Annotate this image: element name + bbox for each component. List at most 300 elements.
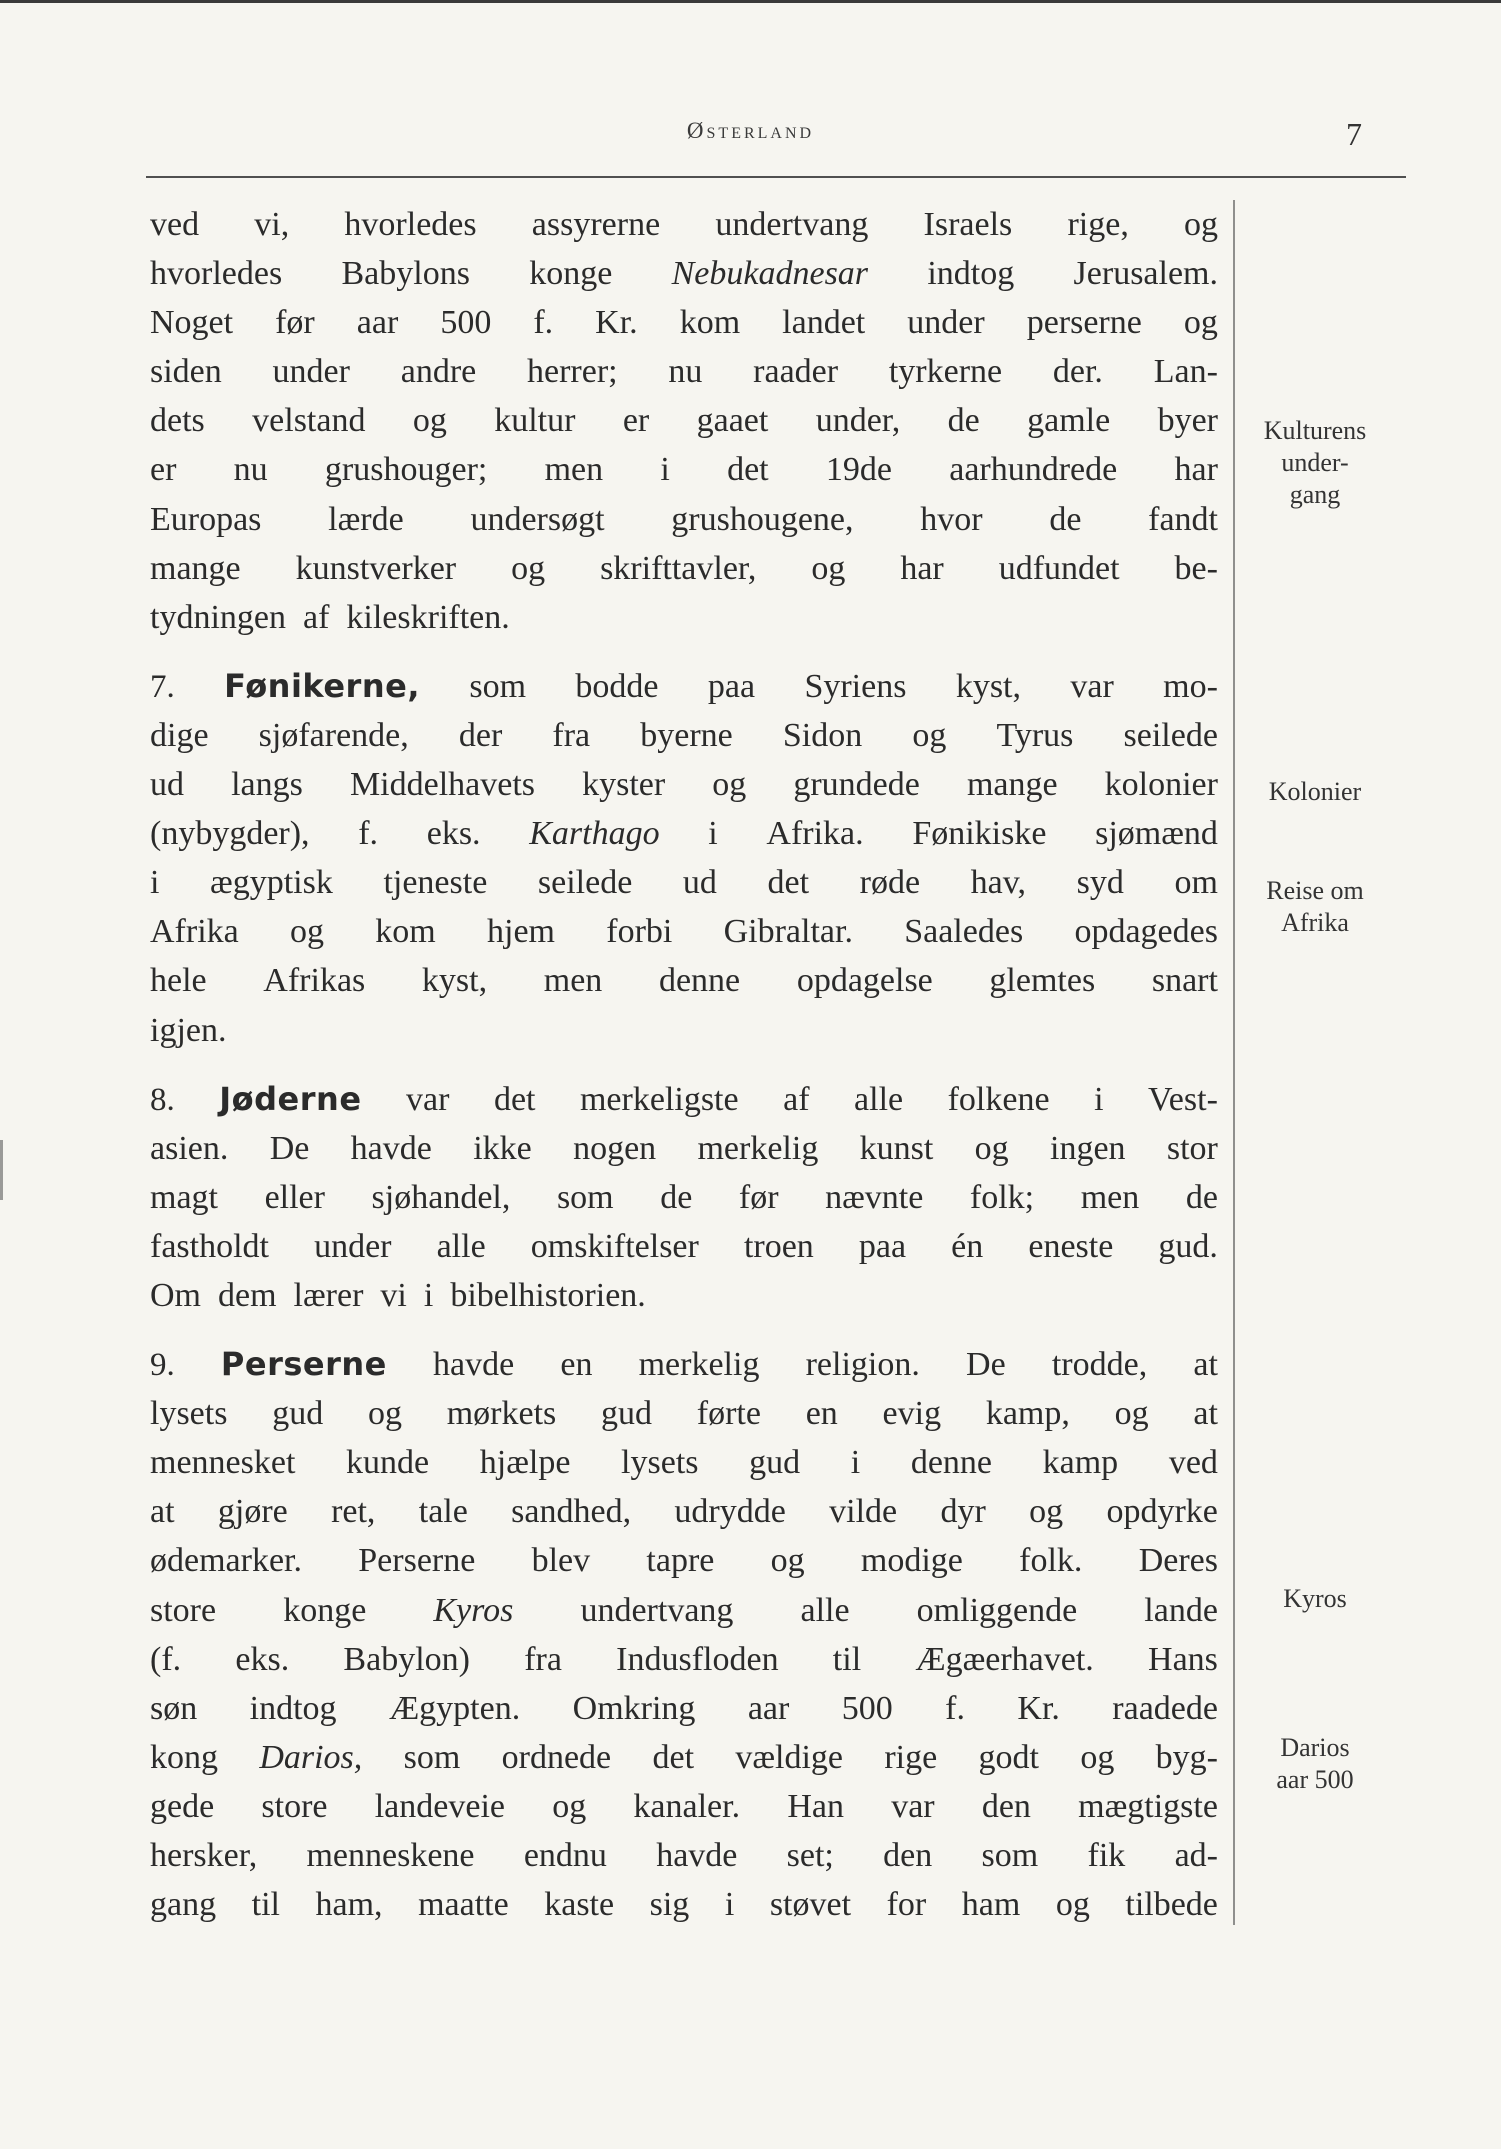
word: at: [1193, 1346, 1218, 1384]
word: magt: [150, 1178, 218, 1216]
word: de: [947, 402, 980, 440]
word: stor: [1166, 1129, 1218, 1167]
word: sjøfarende,: [258, 716, 409, 754]
word: ham,: [315, 1886, 383, 1924]
word: til: [251, 1886, 280, 1924]
word: Tyrus: [996, 716, 1074, 754]
word: og: [511, 549, 546, 587]
word: til: [832, 1640, 862, 1678]
word: mange: [966, 766, 1058, 804]
word: og: [770, 1542, 805, 1580]
text-line: [150, 1271, 1218, 1320]
word: Ægæerhavet.: [915, 1640, 1094, 1678]
word: i: [724, 1886, 735, 1924]
word: Noget: [150, 304, 234, 342]
word: lærer: [293, 1276, 364, 1314]
word: var: [891, 1787, 935, 1825]
word: undertvang: [580, 1591, 734, 1629]
word: en: [560, 1346, 593, 1384]
word: af: [302, 598, 330, 636]
word: udfundet: [998, 549, 1120, 587]
word: sig: [649, 1886, 690, 1924]
word: Ægypten.: [388, 1689, 521, 1727]
word: ved: [150, 206, 200, 243]
word: og: [367, 1395, 402, 1433]
text-line: [150, 347, 1218, 396]
word: syd: [1076, 864, 1124, 902]
word: glemtes: [989, 962, 1096, 1000]
text-line: [150, 1222, 1218, 1271]
running-head: Østerland: [686, 118, 815, 143]
word: de: [1049, 500, 1082, 538]
word: andre: [400, 353, 477, 391]
word: rige,: [1067, 206, 1129, 243]
word: tale: [418, 1493, 468, 1531]
word: lærde: [328, 500, 404, 538]
word: den: [981, 1787, 1031, 1825]
word: religion.: [805, 1346, 920, 1384]
word: ødemarker.: [150, 1542, 302, 1580]
word: hvorledes: [150, 255, 283, 293]
marginal-note-kolonier: [1245, 776, 1385, 808]
word: mægtigste: [1078, 1787, 1218, 1825]
word: kunde: [346, 1444, 430, 1482]
word: søn: [150, 1689, 198, 1727]
word: Afrikas: [263, 962, 366, 1000]
word: sandhed,: [511, 1493, 632, 1531]
word: byer: [1157, 402, 1218, 440]
word: Kr.: [595, 304, 638, 342]
word: og: [1184, 206, 1218, 243]
word: under: [314, 1227, 392, 1265]
word: undertvang: [715, 206, 869, 243]
word: godt: [978, 1738, 1039, 1776]
word: røde: [859, 864, 921, 902]
word: seilede: [537, 864, 633, 902]
word: indtog: [927, 255, 1015, 293]
word: før: [738, 1178, 779, 1216]
word: Karthago: [529, 815, 660, 853]
word: det: [652, 1738, 695, 1776]
word: folk.: [1019, 1542, 1083, 1580]
word: (nybygder),: [150, 815, 310, 853]
word: langs: [231, 766, 303, 804]
word: var: [1070, 667, 1114, 705]
word: igjen.: [150, 1011, 227, 1049]
word: men: [1080, 1178, 1140, 1216]
word: at: [1193, 1395, 1218, 1433]
word: dyr: [940, 1493, 986, 1531]
word: f.: [945, 1689, 965, 1727]
word: nu: [668, 353, 703, 391]
word: kaste: [544, 1886, 615, 1924]
word: og: [811, 549, 846, 587]
word: sjømænd: [1095, 815, 1218, 853]
text-line: [150, 1635, 1218, 1684]
word: folk;: [969, 1178, 1035, 1216]
word: under: [272, 353, 350, 391]
word: eller: [264, 1178, 325, 1216]
word: i: [660, 451, 670, 489]
word: var: [406, 1080, 450, 1118]
word: og: [1055, 1886, 1090, 1924]
word: fastholdt: [150, 1227, 269, 1265]
word: Omkring: [572, 1689, 696, 1727]
word: hvor: [920, 500, 983, 538]
word: raader: [753, 353, 839, 391]
word: undersøgt: [470, 500, 605, 538]
word: seilede: [1123, 716, 1218, 754]
word: byg-: [1155, 1738, 1218, 1776]
scan-top-edge: [0, 0, 1501, 3]
word: trodde,: [1051, 1346, 1148, 1384]
word: hele: [150, 962, 207, 1000]
body-text: [150, 200, 1218, 1929]
word: tilbede: [1125, 1886, 1218, 1924]
word: Kyros: [433, 1591, 514, 1629]
word: nu: [233, 451, 268, 489]
word: assyrerne: [531, 206, 661, 243]
word: støvet: [769, 1886, 852, 1924]
word: i: [150, 864, 160, 902]
word: havde: [350, 1129, 432, 1167]
word: alle: [854, 1080, 904, 1118]
word: set;: [786, 1837, 834, 1874]
word: eneste: [1028, 1227, 1114, 1265]
text-line: [150, 1782, 1218, 1831]
word: Afrika.: [766, 815, 864, 853]
word: og: [552, 1787, 587, 1825]
word: ret,: [331, 1493, 376, 1531]
word: dige: [150, 716, 209, 754]
word: konge: [529, 255, 613, 293]
word: i: [708, 815, 718, 853]
word: Europas: [150, 500, 262, 538]
word: f.: [533, 304, 554, 342]
word: aar: [747, 1689, 790, 1727]
word: tyrkerne: [888, 353, 1003, 391]
word: store: [261, 1787, 328, 1825]
word: Kr.: [1017, 1689, 1060, 1727]
word: mo-: [1163, 667, 1218, 705]
marginal-note-line: Kolonier: [1268, 777, 1362, 806]
word: denne: [910, 1444, 993, 1482]
word: kanaler.: [633, 1787, 741, 1825]
section-heading-word: Jøderne: [219, 1079, 362, 1118]
word: ud: [150, 766, 184, 804]
word: har: [1174, 451, 1218, 489]
text-line: [150, 907, 1218, 956]
word: gjøre: [217, 1493, 288, 1531]
text-line: [150, 1684, 1218, 1733]
text-line: [150, 1173, 1218, 1222]
word: hersker,: [150, 1837, 258, 1874]
marginal-note-kulturens-undergang: [1245, 415, 1385, 511]
marginal-note-darios-aar-500: [1245, 1732, 1385, 1796]
word: forbi: [606, 913, 673, 951]
header-rule: [146, 176, 1406, 178]
word: gang: [150, 1886, 217, 1924]
text-line: [150, 249, 1218, 298]
word: Sidon: [782, 716, 863, 754]
word: som: [403, 1738, 461, 1776]
page-number: 7: [1346, 116, 1362, 152]
word: De: [269, 1129, 310, 1167]
word: ægyptisk: [210, 864, 333, 902]
word: tjeneste: [383, 864, 488, 902]
word: snart: [1151, 962, 1218, 1000]
margin-column-rule: [1233, 200, 1235, 1925]
text-line: [150, 1880, 1218, 1929]
word: 500: [440, 304, 492, 342]
word: før: [275, 304, 315, 342]
word: gud.: [1158, 1227, 1218, 1265]
word: perserne: [1026, 304, 1142, 342]
word: aarhundrede: [949, 451, 1118, 489]
word: det: [727, 451, 769, 489]
text-line: [150, 445, 1218, 494]
word: evig: [882, 1395, 942, 1433]
word: kamp,: [985, 1395, 1070, 1433]
word: kyst,: [955, 667, 1021, 705]
word: og: [1029, 1493, 1064, 1531]
word: 7.: [150, 668, 175, 705]
word: eks.: [235, 1640, 290, 1678]
word: Middelhavets: [349, 766, 536, 804]
text-line: [150, 809, 1218, 858]
word: kom: [375, 913, 436, 951]
text-line: [150, 956, 1218, 1005]
marginal-note-line: Kulturens: [1263, 416, 1367, 445]
marginal-note-kyros: [1245, 1583, 1385, 1615]
word: førte: [696, 1395, 761, 1433]
word: omskiftelser: [530, 1227, 699, 1265]
word: Gibraltar.: [723, 913, 853, 951]
text-line: [150, 711, 1218, 760]
word: 8.: [150, 1081, 175, 1118]
word: har: [900, 549, 944, 587]
text-line: [150, 662, 1218, 711]
word: landeveie: [374, 1787, 505, 1825]
word: af: [783, 1080, 810, 1118]
word: vi: [380, 1276, 407, 1314]
word: Saaledes: [904, 913, 1024, 951]
word: at: [150, 1493, 175, 1531]
word: dem: [218, 1276, 277, 1314]
word: Syriens: [804, 667, 907, 705]
word: opdagedes: [1074, 913, 1218, 951]
word: fandt: [1148, 500, 1218, 538]
word: kong: [150, 1738, 218, 1776]
word: kileskriften.: [346, 598, 510, 636]
word: sjøhandel,: [371, 1178, 511, 1216]
text-line: [150, 1006, 1218, 1055]
word: mørkets: [446, 1395, 557, 1433]
word: velstand: [252, 402, 366, 440]
word: endnu: [523, 1837, 607, 1874]
word: kom: [679, 304, 741, 342]
word: Indusfloden: [616, 1640, 779, 1678]
word: for: [886, 1886, 927, 1924]
word: ham: [961, 1886, 1021, 1924]
word: siden: [150, 353, 222, 391]
word: der: [458, 716, 503, 754]
word: indtog: [249, 1689, 337, 1727]
text-line: [150, 1487, 1218, 1536]
word: vilde: [829, 1493, 898, 1531]
word: lande: [1144, 1591, 1218, 1629]
marginal-note-line: under-: [1281, 448, 1349, 477]
section-heading-word: Perserne: [220, 1345, 387, 1384]
word: Lan-: [1153, 353, 1218, 391]
word: maatte: [418, 1886, 509, 1924]
word: gud: [749, 1444, 801, 1482]
word: og: [1114, 1395, 1149, 1433]
word: vi,: [254, 206, 290, 243]
word: kunst: [859, 1129, 934, 1167]
word: nævnte: [825, 1178, 924, 1216]
word: store: [150, 1591, 217, 1629]
word: rige: [884, 1738, 938, 1776]
word: Darios,: [259, 1738, 363, 1776]
text-line: [150, 593, 1218, 642]
word: hvorledes: [344, 206, 477, 243]
word: menneskene: [306, 1837, 475, 1874]
word: Han: [787, 1787, 844, 1825]
marginal-note-reise-om-afrika: [1245, 875, 1385, 939]
word: og: [912, 716, 947, 754]
word: f.: [358, 815, 379, 853]
word: merkelig: [697, 1129, 819, 1167]
word: fra: [552, 716, 591, 754]
word: i: [423, 1276, 434, 1314]
word: kamp: [1042, 1444, 1119, 1482]
word: be-: [1174, 549, 1218, 587]
word: som: [469, 667, 527, 705]
text-line: [150, 1831, 1218, 1880]
word: raadede: [1112, 1689, 1218, 1727]
word: Perserne: [358, 1542, 476, 1580]
word: tapre: [646, 1542, 715, 1580]
word: Vest-: [1148, 1080, 1218, 1118]
word: men: [543, 962, 603, 1000]
text-line: [150, 760, 1218, 809]
word: om: [1174, 864, 1218, 902]
marginal-note-line: Kyros: [1283, 1584, 1347, 1613]
word: Israels: [923, 206, 1013, 243]
word: gaaet: [696, 402, 769, 440]
word: Babylon): [343, 1640, 470, 1678]
text-line: [150, 1075, 1218, 1124]
word: under,: [815, 402, 901, 440]
text-line: [150, 495, 1218, 544]
word: de: [660, 1178, 693, 1216]
word: denne: [658, 962, 741, 1000]
marginal-note-line: aar 500: [1276, 1765, 1354, 1794]
word: tydningen: [150, 598, 286, 636]
word: hjælpe: [479, 1444, 571, 1482]
word: eks.: [426, 815, 481, 853]
word: vældige: [735, 1738, 844, 1776]
word: De: [966, 1346, 1006, 1384]
word: 19de: [825, 451, 892, 489]
word: det: [767, 864, 810, 902]
word: ikke: [473, 1129, 532, 1167]
word: ad-: [1174, 1837, 1218, 1874]
word: omliggende: [916, 1591, 1078, 1629]
word: Hans: [1148, 1640, 1218, 1678]
word: Nebukadnesar: [671, 255, 869, 293]
word: havde: [656, 1837, 738, 1874]
scan-left-mark: [0, 1140, 3, 1200]
word: Deres: [1138, 1542, 1218, 1580]
text-line: [150, 1733, 1218, 1782]
word: herrer;: [527, 353, 618, 391]
text-line: [150, 858, 1218, 907]
word: Jerusalem.: [1073, 255, 1218, 293]
word: troen: [743, 1227, 814, 1265]
word: er: [622, 402, 650, 440]
word: landet: [782, 304, 866, 342]
word: den: [883, 1837, 933, 1874]
word: og: [974, 1129, 1009, 1167]
word: som: [981, 1837, 1039, 1874]
word: lysets: [621, 1444, 699, 1482]
word: grushouger;: [324, 451, 488, 489]
word: byerne: [640, 716, 733, 754]
word: og: [1080, 1738, 1115, 1776]
word: kunstverker: [295, 549, 457, 587]
word: asien.: [150, 1129, 229, 1167]
text-line: [150, 1389, 1218, 1438]
text-line: [150, 1124, 1218, 1173]
word: og: [290, 913, 325, 951]
text-line: [150, 1586, 1218, 1635]
word: dets: [150, 402, 205, 440]
word: ingen: [1050, 1129, 1126, 1167]
word: gud: [601, 1395, 652, 1433]
word: én: [951, 1227, 984, 1265]
word: i: [1094, 1080, 1104, 1118]
text-line: [150, 1438, 1218, 1487]
text-line: [150, 1536, 1218, 1585]
word: Babylons: [341, 255, 470, 293]
word: opdagelse: [796, 962, 933, 1000]
word: under: [907, 304, 985, 342]
word: som: [556, 1178, 614, 1216]
word: modige: [860, 1542, 963, 1580]
word: grushougene,: [671, 500, 854, 538]
word: nogen: [573, 1129, 657, 1167]
word: en: [805, 1395, 838, 1433]
word: fik: [1087, 1837, 1126, 1874]
marginal-note-line: gang: [1289, 480, 1341, 509]
word: de: [1185, 1178, 1218, 1216]
word: der.: [1052, 353, 1103, 391]
word: opdyrke: [1106, 1493, 1218, 1531]
word: hjem: [487, 913, 555, 951]
word: udrydde: [674, 1493, 786, 1531]
word: Afrika: [150, 913, 239, 951]
word: 500: [841, 1689, 893, 1727]
word: gud: [272, 1395, 324, 1433]
word: men: [544, 451, 604, 489]
text-line: [150, 544, 1218, 593]
section-heading-word: Fønikerne,: [224, 666, 420, 705]
word: alle: [800, 1591, 850, 1629]
word: ud: [682, 864, 717, 902]
word: havde: [433, 1346, 515, 1384]
